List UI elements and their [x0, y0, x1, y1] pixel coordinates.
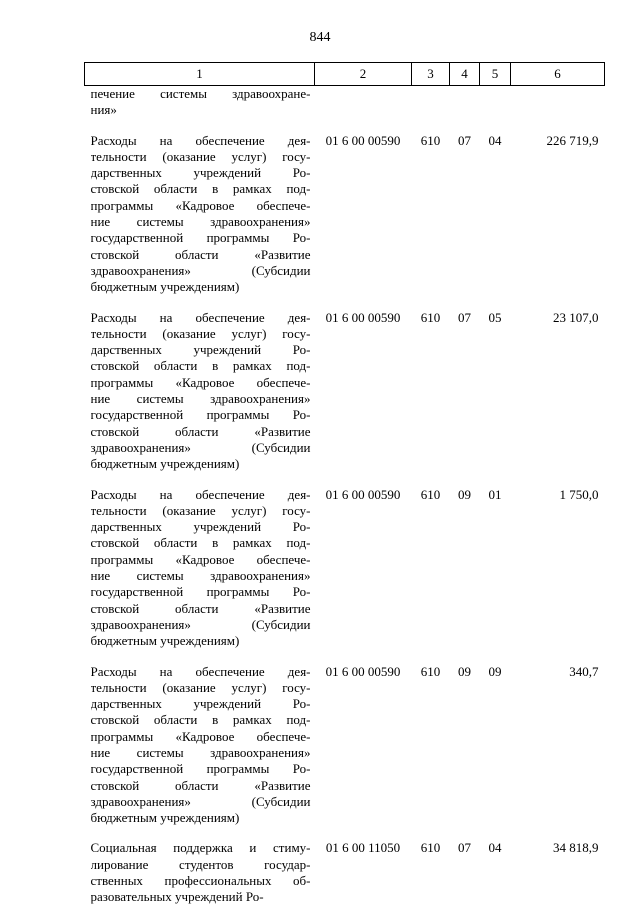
description-line: тельности (оказание услуг) госу-	[90, 325, 311, 341]
target-article-code: 01 6 00 11050	[325, 840, 401, 856]
table-header-row	[85, 63, 605, 86]
description-line: бюджетным учреждениям)	[90, 633, 240, 649]
section-code	[450, 86, 480, 119]
section-code: 07	[458, 840, 471, 856]
description-cell	[85, 133, 315, 296]
description-line: ние системы здравоохранения»	[90, 391, 311, 407]
amount-cell	[511, 86, 605, 119]
description-line: Расходы на обеспечение дея-	[90, 663, 311, 679]
subsection-code: 01	[488, 486, 502, 502]
description-line: государственной программы Ро-	[90, 761, 311, 777]
description-line: программы «Кадровое обеспече-	[90, 197, 311, 213]
description-line: стовской области в рамках под-	[90, 358, 311, 374]
target-article-code	[315, 86, 412, 119]
description-line: разовательных учреждений Ро-	[90, 889, 264, 905]
budget-table	[84, 62, 605, 906]
description-line: стовской области в рамках под-	[90, 712, 311, 728]
description-line: стовской области «Развитие	[90, 777, 311, 793]
description-line: программы «Кадровое обеспече-	[90, 551, 311, 567]
description-line: стовской области в рамках под-	[90, 535, 311, 551]
column-header-6: 6	[511, 63, 605, 86]
description-line: ние системы здравоохранения»	[90, 214, 311, 230]
description-line: стовской области «Развитие	[90, 246, 311, 262]
expense-type-code: 610	[420, 663, 441, 679]
column-header-2: 2	[315, 63, 412, 86]
description-line: государственной программы Ро-	[90, 230, 311, 246]
description-line: государственной программы Ро-	[90, 584, 311, 600]
section-code: 09	[458, 663, 471, 679]
description-line: дарственных учреждений Ро-	[90, 342, 311, 358]
table-row	[85, 86, 605, 119]
table-row	[85, 487, 605, 650]
description-cell	[85, 487, 315, 650]
column-header-5: 5	[480, 63, 511, 86]
subsection-code: 04	[488, 132, 502, 148]
description-line: лирование студентов государ-	[90, 856, 311, 872]
description-line: бюджетным учреждениям)	[90, 456, 240, 472]
description-cell	[85, 310, 315, 473]
description-line: печение системы здравоохране-	[90, 86, 311, 101]
description-line: тельности (оказание услуг) госу-	[90, 148, 311, 164]
description-line: здравоохранения» (Субсидии	[90, 262, 311, 278]
expense-type-code: 610	[420, 309, 441, 325]
table-body	[85, 86, 605, 906]
amount-cell: 1 750,0	[559, 486, 599, 502]
description-line: программы «Кадровое обеспече-	[90, 728, 311, 744]
amount-cell: 34 818,9	[553, 840, 599, 856]
description-line: бюджетным учреждениям)	[90, 279, 240, 295]
target-article-code: 01 6 00 00590	[325, 486, 401, 502]
description-line: дарственных учреждений Ро-	[90, 165, 311, 181]
section-code: 07	[458, 309, 471, 325]
amount-cell: 340,7	[569, 663, 599, 679]
row-spacer	[85, 119, 605, 133]
amount-cell: 23 107,0	[553, 309, 599, 325]
description-line: здравоохранения» (Субсидии	[90, 616, 311, 632]
description-line: Расходы на обеспечение дея-	[90, 309, 311, 325]
row-spacer	[85, 650, 605, 664]
table-row	[85, 840, 605, 905]
description-line: тельности (оказание услуг) госу-	[90, 502, 311, 518]
section-code: 09	[458, 486, 471, 502]
description-cell	[85, 840, 315, 905]
description-line: ственных профессиональных об-	[90, 873, 311, 889]
row-spacer	[85, 296, 605, 310]
table-row	[85, 664, 605, 827]
subsection-code: 05	[488, 309, 502, 325]
description-line: государственной программы Ро-	[90, 407, 311, 423]
description-line: здравоохранения» (Субсидии	[90, 793, 311, 809]
section-code: 07	[458, 132, 471, 148]
expense-type-code	[412, 86, 450, 119]
description-line: ние системы здравоохранения»	[90, 568, 311, 584]
expense-type-code: 610	[420, 132, 441, 148]
row-spacer	[85, 826, 605, 840]
table-row	[85, 133, 605, 296]
expense-type-code: 610	[420, 486, 441, 502]
description-line: программы «Кадровое обеспече-	[90, 374, 311, 390]
description-line: ние системы здравоохранения»	[90, 744, 311, 760]
description-line: стовской области в рамках под-	[90, 181, 311, 197]
description-line: стовской области «Развитие	[90, 423, 311, 439]
description-line: бюджетным учреждениям)	[90, 810, 240, 826]
description-cell	[85, 86, 315, 119]
expense-type-code: 610	[420, 840, 441, 856]
description-line: стовской области «Развитие	[90, 600, 311, 616]
description-line: Расходы на обеспечение дея-	[90, 132, 311, 148]
subsection-code: 04	[488, 840, 502, 856]
column-header-1: 1	[85, 63, 315, 86]
description-line: тельности (оказание услуг) госу-	[90, 679, 311, 695]
table-row	[85, 310, 605, 473]
target-article-code: 01 6 00 00590	[325, 309, 401, 325]
column-header-4: 4	[450, 63, 480, 86]
description-line: Социальная поддержка и стиму-	[90, 840, 311, 856]
description-line: Расходы на обеспечение дея-	[90, 486, 311, 502]
row-spacer	[85, 473, 605, 487]
description-line: дарственных учреждений Ро-	[90, 696, 311, 712]
amount-cell: 226 719,9	[546, 132, 599, 148]
subsection-code	[480, 86, 511, 119]
page-number: 844	[309, 30, 331, 45]
description-line: здравоохранения» (Субсидии	[90, 439, 311, 455]
target-article-code: 01 6 00 00590	[325, 663, 401, 679]
description-line: ния»	[90, 102, 117, 118]
description-line: дарственных учреждений Ро-	[90, 519, 311, 535]
subsection-code: 09	[488, 663, 502, 679]
target-article-code: 01 6 00 00590	[325, 132, 401, 148]
column-header-3: 3	[412, 63, 450, 86]
description-cell	[85, 664, 315, 827]
